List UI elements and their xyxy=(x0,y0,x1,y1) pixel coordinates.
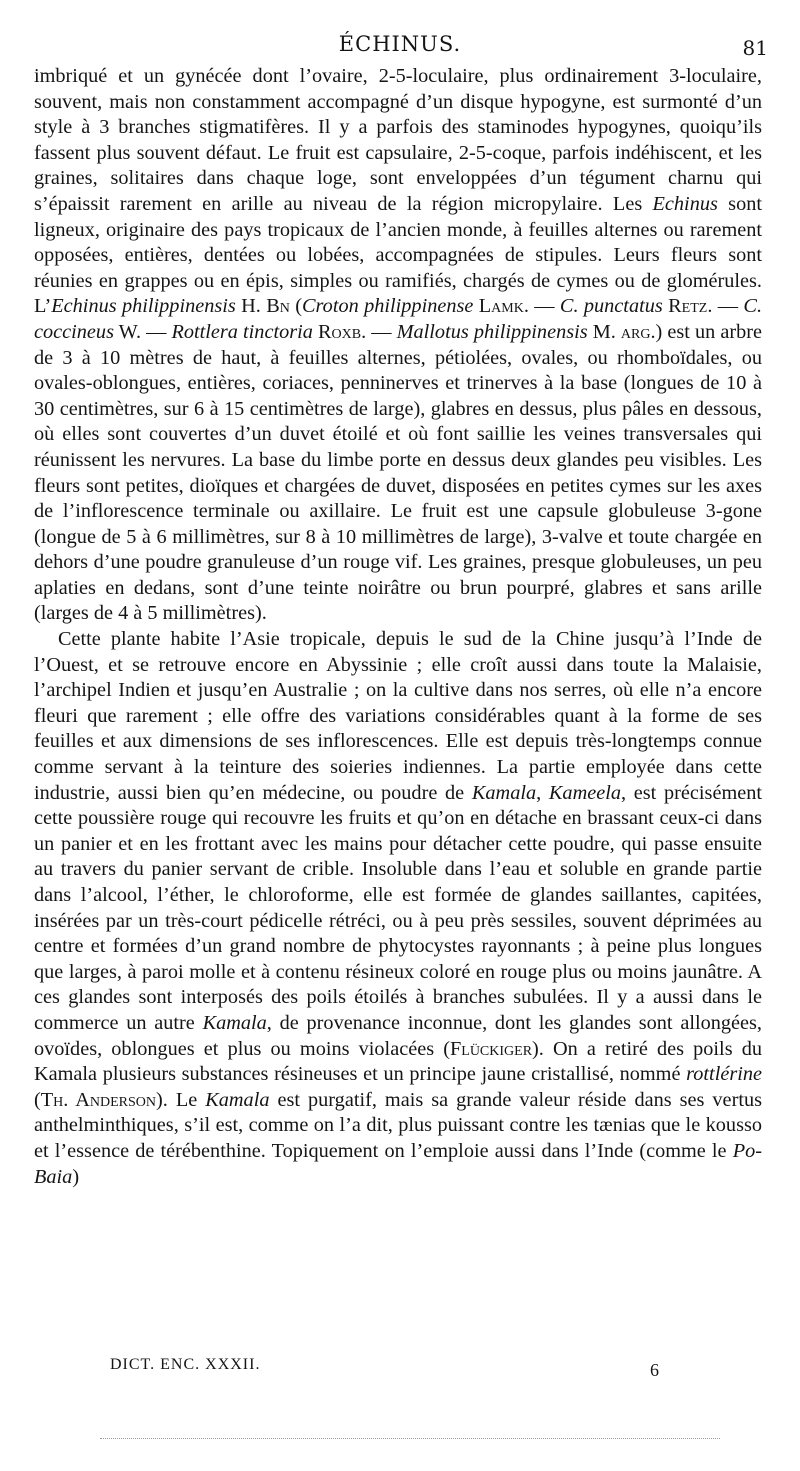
small-caps-text: Retz xyxy=(668,295,708,318)
running-title: ÉCHINUS. xyxy=(338,32,462,56)
running-head xyxy=(0,30,800,64)
text-run: est purgatif, mais sa grande valeur réside dans ses vertus anthelminthiques, s’il est, comme on l’a dit, plus puissant contre les tænias que le kousso et l’essence de térébenthine. Topiquement on l’emploie aussi dans l’Inde (comme le xyxy=(34,1088,762,1162)
italic-text: Echinus xyxy=(652,192,718,215)
text-run: ( xyxy=(289,295,303,318)
page-footer xyxy=(0,1356,800,1386)
text-run: imbriqué et un gynécée dont l’ovaire, 2-5-loculaire, plus ordinairement 3-loculaire, souvent, mais non constamment accompagné d’un disque hypogyne, est surmonté d’un style à 3 branches stigmatifères. Il y a parfois des staminodes hypogynes, quoiqu’ils fassent plus souvent défaut. Le fruit est capsulaire, 2-5-coque, parfois indéhiscent, et les graines, solitaires dans chaque loge, sont enveloppées d’un tégument charnu qui s’épaissit rarement en arille au niveau de la région micropylaire. Les xyxy=(34,65,762,215)
bottom-rule xyxy=(100,1438,720,1439)
paragraph-1 xyxy=(34,64,762,627)
small-caps-text: Th. Anderson xyxy=(40,1088,156,1111)
body-text xyxy=(34,64,762,1190)
italic-text: Po-Baia xyxy=(34,1139,762,1188)
text-run: sont ligneux, originaire des pays tropicaux de l’ancien monde, à feuilles alternes ou rarement opposées, entières, dentées ou lobées, accompagnées de stipules. Leurs fleurs sont réunies en grappes ou en épis, simples ou ramifiés, chargés de cymes ou de glomérules. L’ xyxy=(34,192,762,318)
text-run: , de provenance inconnue, dont les glandes sont allongées, ovoïdes, oblongues et plus ou moins violacées ( xyxy=(34,1011,762,1060)
italic-text: Kamala xyxy=(205,1088,270,1111)
small-caps-text: Lamk xyxy=(478,295,524,318)
italic-text: Echinus philippinensis xyxy=(51,295,236,318)
italic-text: Kamala xyxy=(471,781,537,804)
italic-text: Rottlera tinctoria xyxy=(171,320,313,343)
italic-text: Croton philippinense xyxy=(302,295,474,318)
italic-text: Kameela xyxy=(548,781,621,804)
text-run: ). Le xyxy=(156,1088,206,1111)
small-caps-text: arg xyxy=(620,320,651,343)
italic-text: rottlérine xyxy=(686,1063,762,1086)
text-run: , est précisément cette poussière rouge qui recouvre les fruits et qu’on en détache en brassant ceux-ci dans un panier et en les frottant avec les mains pour détacher cette poudre, qui passe ensuite au travers du panier servant de crible. Insoluble dans l’eau et soluble en grande partie dans l’alcool, l’éther, le chloroforme, elle est formée de glandes saillantes, capitées, insérées par un très-court pédicelle rétréci, ou à peu près sessiles, souvent déprimées au centre et formées d’un grand nombre de phytocystes rayonnants ; à peine plus longues que larges, à paroi molle et à contenu résineux coloré en rouge plus ou moins jaunâtre. A ces glandes sont interposés des poils étoilés à branches subulées. Il y a aussi dans le commerce un autre xyxy=(34,781,762,1034)
text-run: .) est un arbre de 3 à 10 mètres de haut, à feuilles alternes, pétiolées, ovales, ou rhomboïdales, ou ovales-oblongues, entières, coriaces, penninerves et trinerves à la base (longues de 10 à 30 centimètres, sur 6 à 15 centimètres de large), glabres en dessus, plus pâles en dessous, où elles sont couvertes d’un duvet étoilé et où font saillie les veines transversales qui réunissent les nervures. La base du limbe porte en dessus deux glandes peu visibles. Les fleurs sont petites, dioïques et chargées de duvet, disposées en petites cymes sur les axes de l’inflorescence terminale ou axillaire. Le fruit est une capsule globuleuse 3-gone (longue de 5 à 6 millimètres, sur 8 à 10 millimètres de large), 3-valve et toute chargée en dehors d’une poudre granuleuse d’un rouge vif. Les graines, presque globuleuses, un peu aplaties en dedans, sont d’une teinte noirâtre ou brun pourpré, glabres et sans arille (larges de 4 à 5 millimètres). xyxy=(34,320,763,625)
text-run: , xyxy=(536,781,549,804)
small-caps-text: Bn xyxy=(266,295,290,318)
italic-text: C. coccineus xyxy=(34,295,763,343)
text-run: W. — xyxy=(113,320,172,343)
text-run: ). On a retiré des poils du Kamala plusieurs substances résineuses et un principe jaune cristallisé, nommé xyxy=(34,1037,762,1086)
text-run: M. xyxy=(587,320,621,343)
text-run: . — xyxy=(361,320,397,343)
page-number: 81 xyxy=(742,36,768,60)
text-run: . — xyxy=(523,295,560,318)
text-run: Cette plante habite l’Asie tropicale, depuis le sud de la Chine jusqu’à l’Inde de l’Ouest, et se retrouve encore en Abyssinie ; elle croît aussi dans toute la Malaisie, l’archipel Indien et jusqu’en Australie ; on la cultive dans nos serres, où elle n’a encore fleuri que rarement ; elle offre des variations considérables quant à la forme de ses feuilles et aux dimensions de ses inflorescences. Elle est depuis très-longtemps connue comme servant à la teinture des soieries indiennes. La partie employée dans cette industrie, aussi bien qu’en médecine, ou poudre de xyxy=(34,628,762,804)
paragraph-2 xyxy=(34,627,762,1190)
text-run: . — xyxy=(707,295,744,318)
text-run: H. xyxy=(235,295,267,318)
text-run: ( xyxy=(34,1088,41,1111)
signature-mark: DICT. ENC. XXXII. xyxy=(110,1356,261,1373)
italic-text: Mallotus philippinensis xyxy=(396,320,588,343)
italic-text: Kamala xyxy=(202,1011,267,1034)
sheet-number: 6 xyxy=(650,1360,659,1380)
small-caps-text: Roxb xyxy=(318,320,362,343)
text-run: ) xyxy=(72,1165,80,1188)
small-caps-text: Flückiger xyxy=(449,1037,533,1060)
italic-text: C. punctatus xyxy=(559,295,663,318)
